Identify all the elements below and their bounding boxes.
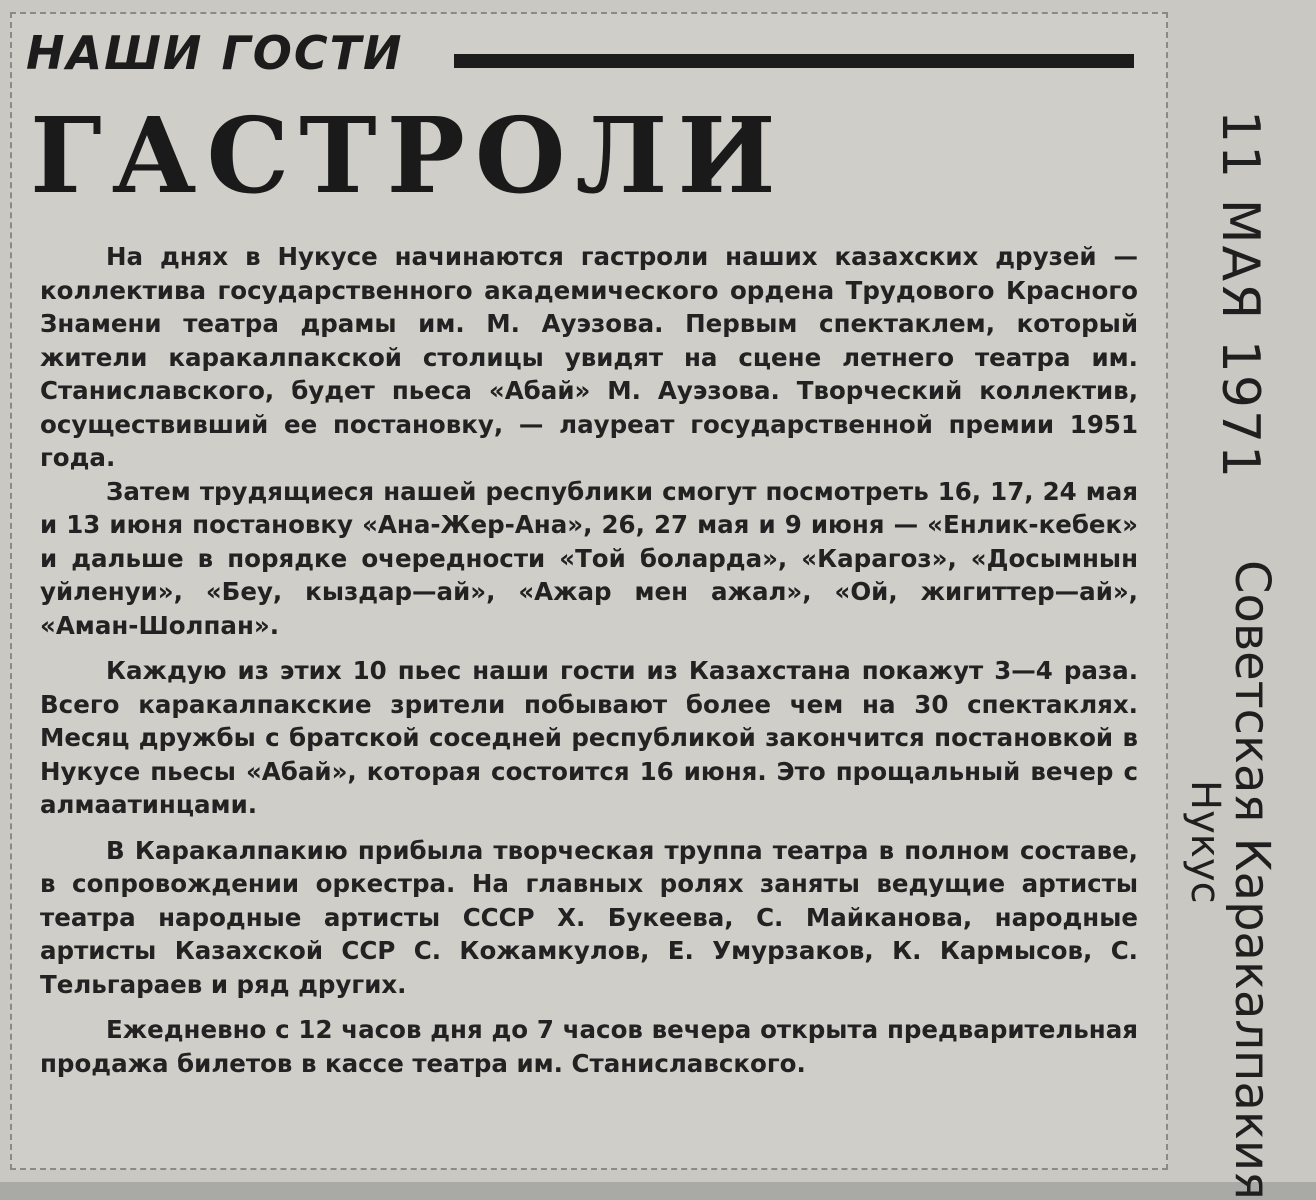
rubric-title: НАШИ ГОСТИ (26, 26, 404, 80)
paragraph: На днях в Нукусе начинаются гастроли наших казахских друзей — коллектива государственного академического ордена Трудового Красного Знамени театра драмы им. М. Ауэзова. Первым спектаклем, который жители каракалпакской столицы увидят на сцене летнего театра им. Станиславского, будет пьеса «Абай» М. Ауэзова. Творческий коллектив, осуществивший ее постановку, — лауреат государственной премии 1951 года. (40, 242, 1138, 472)
paragraph: Затем трудящиеся нашей республики смогут посмотреть 16, 17, 24 мая и 13 июня постановку «Ана-Жер-Ана», 26, 27 мая и 9 июня — «Енлик-кебек» и дальше в порядке очередности «Той боларда», «Карагоз», «Досымнын уйленуи», «Беу, кыздар—ай», «Ажар мен ажал», «Ой, жигиттер—ай», «Аман-Шолпан». (40, 476, 1138, 640)
paragraph: Каждую из этих 10 пьес наши гости из Казахстана покажут 3—4 раза. Всего каракалпакские зрители побывают более чем на 30 спектаклях. Месяц дружбы с братской соседней республикой закончится постановкой в Нукусе пьесы «Абай», которая состоится 16 июня. Это прощальный вечер с алмаатинцами. (40, 656, 1138, 819)
headline: ГАСТРОЛИ (30, 94, 786, 217)
rubric-rule (454, 54, 1134, 68)
article-body (40, 240, 1138, 1080)
newspaper-name-note: Советская Каракалпакия (1224, 560, 1280, 1200)
city-note: Нукус (1182, 780, 1228, 904)
date-note: 11 МАЯ 1971 (1210, 110, 1270, 481)
paragraph: В Каракалпакию прибыла творческая труппа театра в полном составе, в сопровождении оркестра. На главных ролях заняты ведущие артисты театра народные артисты СССР Х. Букеева, С. Майканова, народные артисты Казахской ССР С. Кожамкулов, Е. Умурзаков, К. Кармысов, С. Тельгараев и ряд других. (40, 835, 1138, 999)
paragraph: Ежедневно с 12 часов дня до 7 часов вечера открыта предварительная продажа билетов в кассе театра им. Станиславского. (40, 1015, 1138, 1078)
